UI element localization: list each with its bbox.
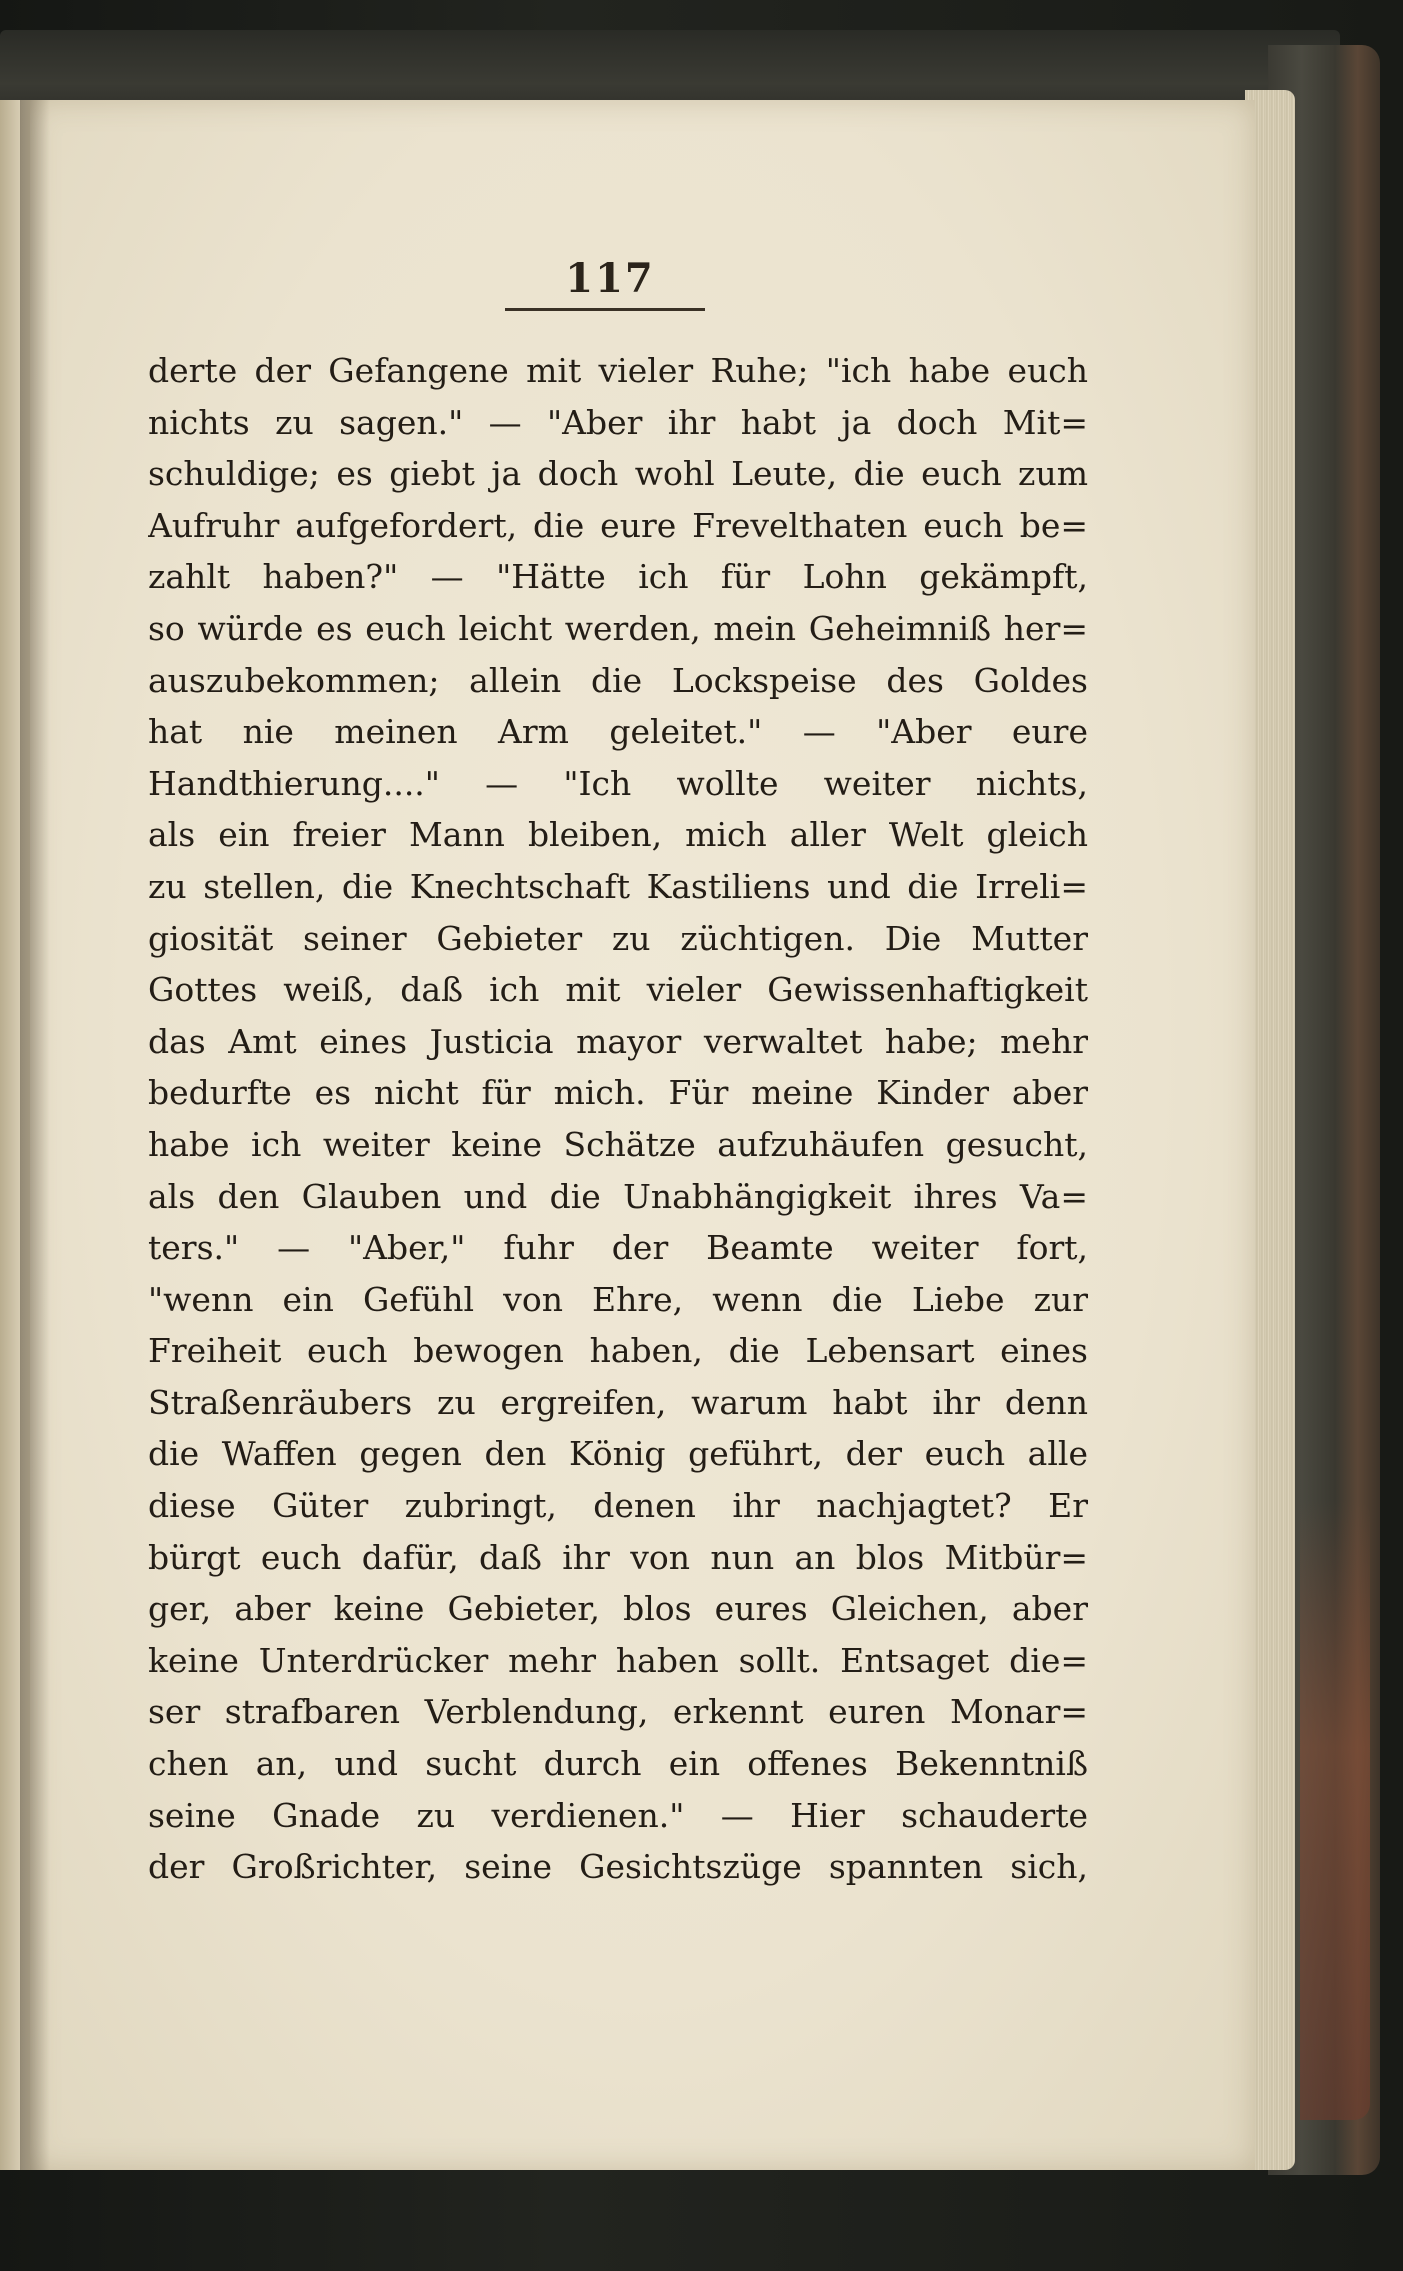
text-line: hat nie meinen Arm geleitet." — "Aber eure — [148, 712, 1088, 752]
text-line: das Amt eines Justicia mayor verwaltet habe; mehr — [148, 1021, 1088, 1061]
text-line: seine Gnade zu verdienen." — Hier schauderte — [148, 1795, 1088, 1835]
page-number: 117 — [565, 255, 655, 302]
text-line: als ein freier Mann bleiben, mich aller Welt gleich — [148, 815, 1088, 855]
text-line: ters." — "Aber," fuhr der Beamte weiter fort, — [148, 1228, 1088, 1268]
text-line: nichts zu sagen." — "Aber ihr habt ja doch Mit= — [148, 402, 1088, 442]
header-rule — [505, 308, 705, 311]
text-line: auszubekommen; allein die Lockspeise des Goldes — [148, 660, 1088, 700]
text-line: der Großrichter, seine Gesichtszüge spannten sich, — [148, 1847, 1088, 1887]
text-line: die Waffen gegen den König geführt, der euch alle — [148, 1434, 1088, 1474]
book-cover-wear — [1300, 1500, 1370, 2120]
text-line: Handthierung...." — "Ich wollte weiter nichts, — [148, 763, 1088, 803]
text-line: ger, aber keine Gebieter, blos eures Gleichen, aber — [148, 1589, 1088, 1629]
text-line: als den Glauben und die Unabhängigkeit ihres Va= — [148, 1176, 1088, 1216]
text-line: giosität seiner Gebieter zu züchtigen. Die Mutter — [148, 918, 1088, 958]
text-line: so würde es euch leicht werden, mein Geheimniß her= — [148, 608, 1088, 648]
text-line: zu stellen, die Knechtschaft Kastiliens und die Irreli= — [148, 866, 1088, 906]
text-line: Straßenräubers zu ergreifen, warum habt ihr denn — [148, 1382, 1088, 1422]
text-line: "wenn ein Gefühl von Ehre, wenn die Liebe zur — [148, 1279, 1088, 1319]
text-line: schuldige; es giebt ja doch wohl Leute, die euch zum — [148, 454, 1088, 494]
text-line: habe ich weiter keine Schätze aufzuhäufen gesucht, — [148, 1124, 1088, 1164]
text-line: bedurfte es nicht für mich. Für meine Kinder aber — [148, 1073, 1088, 1113]
running-head — [500, 255, 720, 302]
text-line: keine Unterdrücker mehr haben sollt. Entsaget die= — [148, 1640, 1088, 1680]
text-line: bürgt euch dafür, daß ihr von nun an blos Mitbür= — [148, 1537, 1088, 1577]
text-line: Gottes weiß, daß ich mit vieler Gewissenhaftigkeit — [148, 970, 1088, 1010]
body-text — [148, 345, 1088, 1893]
text-line: zahlt haben?" — "Hätte ich für Lohn gekämpft, — [148, 557, 1088, 597]
text-line: ser strafbaren Verblendung, erkennt euren Monar= — [148, 1692, 1088, 1732]
text-line: Aufruhr aufgefordert, die eure Frevelthaten euch be= — [148, 505, 1088, 545]
text-line: derte der Gefangene mit vieler Ruhe; "ich habe euch — [148, 351, 1088, 390]
text-line: diese Güter zubringt, denen ihr nachjagtet? Er — [148, 1486, 1088, 1526]
gutter-shadow — [20, 100, 50, 2170]
text-line: Freiheit euch bewogen haben, die Lebensart eines — [148, 1331, 1088, 1371]
text-line: chen an, und sucht durch ein offenes Bekenntniß — [148, 1744, 1088, 1784]
